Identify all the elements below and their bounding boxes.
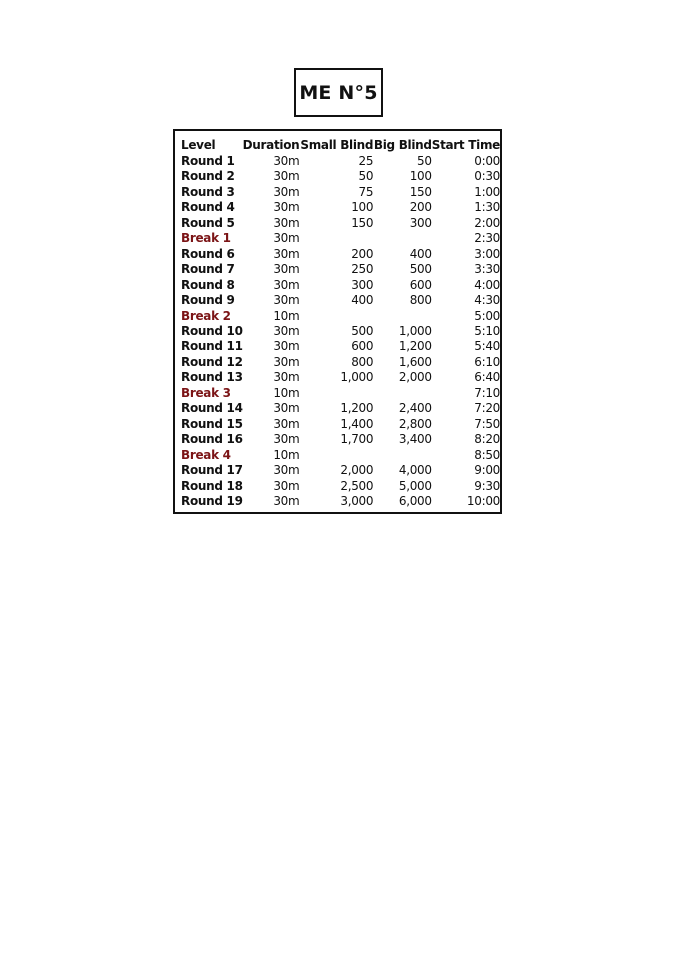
small-blind-cell: 25 — [358, 154, 374, 168]
level-cell: Round 8 — [181, 277, 235, 292]
small-blind-cell — [299, 448, 373, 463]
duration-cell: 30m — [273, 478, 300, 493]
small-blind-cell: 300 — [351, 277, 374, 292]
duration-cell: 30m — [273, 154, 300, 168]
table-row — [181, 247, 500, 262]
table-row — [181, 262, 500, 277]
level-cell: Round 7 — [181, 262, 235, 277]
table-row — [181, 479, 500, 494]
small-blind-cell: 200 — [351, 246, 374, 261]
level-cell: Round 17 — [181, 463, 243, 478]
level-cell: Round 2 — [181, 169, 235, 184]
table-row — [181, 463, 500, 478]
start-time-cell: 6:40 — [474, 370, 500, 385]
page-title: ME N°5 — [294, 68, 383, 117]
duration-cell: 30m — [273, 277, 300, 292]
big-blind-cell: 4,000 — [398, 463, 432, 478]
level-cell: Round 6 — [181, 246, 235, 261]
small-blind-cell: 1,400 — [340, 416, 374, 431]
duration-cell: 10m — [273, 308, 300, 323]
duration-cell: 30m — [273, 184, 300, 199]
table-row — [181, 169, 500, 184]
table-header — [181, 138, 500, 154]
level-cell: Round 3 — [181, 184, 235, 199]
start-time-cell: 2:00 — [474, 215, 500, 230]
start-time-cell: 7:20 — [474, 401, 500, 416]
small-blind-cell: 3,000 — [340, 493, 374, 508]
big-blind-cell: 200 — [409, 200, 432, 215]
big-blind-cell: 500 — [409, 262, 432, 277]
start-time-cell: 10:00 — [466, 493, 500, 508]
small-blind-cell: 1,000 — [340, 370, 374, 385]
start-time-cell: 6:10 — [474, 354, 500, 369]
duration-cell: 30m — [273, 215, 300, 230]
big-blind-cell: 3,400 — [398, 432, 432, 447]
level-cell: Round 18 — [181, 478, 243, 493]
header-level: Level — [181, 138, 216, 153]
duration-cell: 30m — [273, 401, 300, 416]
small-blind-cell — [299, 231, 373, 246]
level-cell: Round 16 — [181, 432, 243, 447]
blind-structure-table — [181, 138, 500, 509]
duration-cell: 30m — [273, 463, 300, 478]
break-row — [181, 309, 500, 324]
level-cell: Round 15 — [181, 416, 243, 431]
big-blind-cell: 300 — [409, 215, 432, 230]
small-blind-cell: 75 — [358, 184, 374, 199]
duration-cell: 30m — [273, 200, 300, 215]
duration-cell: 30m — [273, 262, 300, 277]
big-blind-cell: 2,000 — [398, 370, 432, 385]
level-cell: Break 2 — [181, 308, 231, 323]
blind-structure-panel — [173, 129, 502, 514]
start-time-cell: 3:00 — [474, 246, 500, 261]
level-cell: Round 13 — [181, 370, 243, 385]
start-time-cell: 5:40 — [474, 339, 500, 354]
small-blind-cell: 250 — [351, 262, 374, 277]
start-time-cell: 9:00 — [474, 463, 500, 478]
break-row — [181, 448, 500, 463]
header-row — [181, 138, 500, 154]
duration-cell: 30m — [273, 231, 300, 246]
break-row — [181, 231, 500, 246]
start-time-cell: 4:30 — [474, 293, 500, 308]
big-blind-cell — [373, 448, 432, 463]
big-blind-cell: 800 — [409, 293, 432, 308]
table-row — [181, 355, 500, 370]
small-blind-cell: 1,200 — [340, 401, 374, 416]
header-small-blind: Small Blind — [300, 138, 374, 153]
header-start-time: Start Time — [431, 138, 500, 153]
big-blind-cell: 50 — [417, 154, 432, 168]
table-row — [181, 339, 500, 354]
small-blind-cell: 50 — [358, 169, 374, 184]
big-blind-cell: 1,200 — [398, 339, 432, 354]
duration-cell: 30m — [273, 169, 300, 184]
big-blind-cell: 2,800 — [398, 416, 432, 431]
small-blind-cell: 150 — [351, 215, 374, 230]
table-row — [181, 370, 500, 385]
duration-cell: 10m — [273, 447, 300, 462]
table-row — [181, 278, 500, 293]
start-time-cell: 5:00 — [474, 308, 500, 323]
small-blind-cell: 2,500 — [340, 478, 374, 493]
small-blind-cell: 2,000 — [340, 463, 374, 478]
start-time-cell: 8:20 — [474, 432, 500, 447]
level-cell: Round 19 — [181, 493, 243, 508]
big-blind-cell — [373, 231, 432, 246]
big-blind-cell: 600 — [409, 277, 432, 292]
duration-cell: 30m — [273, 293, 300, 308]
small-blind-cell — [299, 386, 373, 401]
duration-cell: 30m — [273, 416, 300, 431]
big-blind-cell — [373, 309, 432, 324]
small-blind-cell: 400 — [351, 293, 374, 308]
big-blind-cell: 5,000 — [398, 478, 432, 493]
duration-cell: 30m — [273, 432, 300, 447]
start-time-cell: 8:50 — [474, 447, 500, 462]
big-blind-cell: 400 — [409, 246, 432, 261]
table-row — [181, 293, 500, 308]
small-blind-cell: 100 — [351, 200, 374, 215]
table-row — [181, 417, 500, 432]
duration-cell: 10m — [273, 385, 300, 400]
start-time-cell: 0:00 — [474, 154, 500, 168]
start-time-cell: 7:50 — [474, 416, 500, 431]
big-blind-cell: 100 — [409, 169, 432, 184]
big-blind-cell — [373, 386, 432, 401]
table-row — [181, 432, 500, 447]
duration-cell: 30m — [273, 323, 300, 338]
small-blind-cell: 500 — [351, 323, 374, 338]
start-time-cell: 1:00 — [474, 184, 500, 199]
break-row — [181, 386, 500, 401]
duration-cell: 30m — [273, 339, 300, 354]
table-body — [181, 154, 500, 509]
big-blind-cell: 2,400 — [398, 401, 432, 416]
duration-cell: 30m — [273, 493, 300, 508]
small-blind-cell: 600 — [351, 339, 374, 354]
table-row — [181, 216, 500, 231]
header-duration: Duration — [242, 138, 300, 153]
big-blind-cell: 150 — [409, 184, 432, 199]
start-time-cell: 4:00 — [474, 277, 500, 292]
start-time-cell: 9:30 — [474, 478, 500, 493]
big-blind-cell: 6,000 — [398, 493, 432, 508]
table-row — [181, 324, 500, 339]
start-time-cell: 1:30 — [474, 200, 500, 215]
level-cell: Round 10 — [181, 323, 243, 338]
start-time-cell: 2:30 — [474, 231, 500, 246]
start-time-cell: 3:30 — [474, 262, 500, 277]
small-blind-cell: 1,700 — [340, 432, 374, 447]
level-cell: Break 3 — [181, 385, 231, 400]
small-blind-cell — [299, 309, 373, 324]
level-cell: Round 14 — [181, 401, 243, 416]
table-row — [181, 401, 500, 416]
start-time-cell: 7:10 — [474, 385, 500, 400]
table-row — [181, 494, 500, 509]
header-big-blind: Big Blind — [373, 138, 432, 153]
duration-cell: 30m — [273, 354, 300, 369]
level-cell: Break 1 — [181, 231, 231, 246]
big-blind-cell: 1,000 — [398, 323, 432, 338]
small-blind-cell: 800 — [351, 354, 374, 369]
start-time-cell: 5:10 — [474, 323, 500, 338]
duration-cell: 30m — [273, 370, 300, 385]
level-cell: Round 1 — [181, 154, 235, 168]
level-cell: Round 11 — [181, 339, 243, 354]
level-cell: Break 4 — [181, 447, 231, 462]
table-row — [181, 154, 500, 169]
level-cell: Round 12 — [181, 354, 243, 369]
level-cell: Round 5 — [181, 215, 235, 230]
level-cell: Round 4 — [181, 200, 235, 215]
level-cell: Round 9 — [181, 293, 235, 308]
table-row — [181, 185, 500, 200]
start-time-cell: 0:30 — [474, 169, 500, 184]
table-row — [181, 200, 500, 215]
duration-cell: 30m — [273, 246, 300, 261]
big-blind-cell: 1,600 — [398, 354, 432, 369]
